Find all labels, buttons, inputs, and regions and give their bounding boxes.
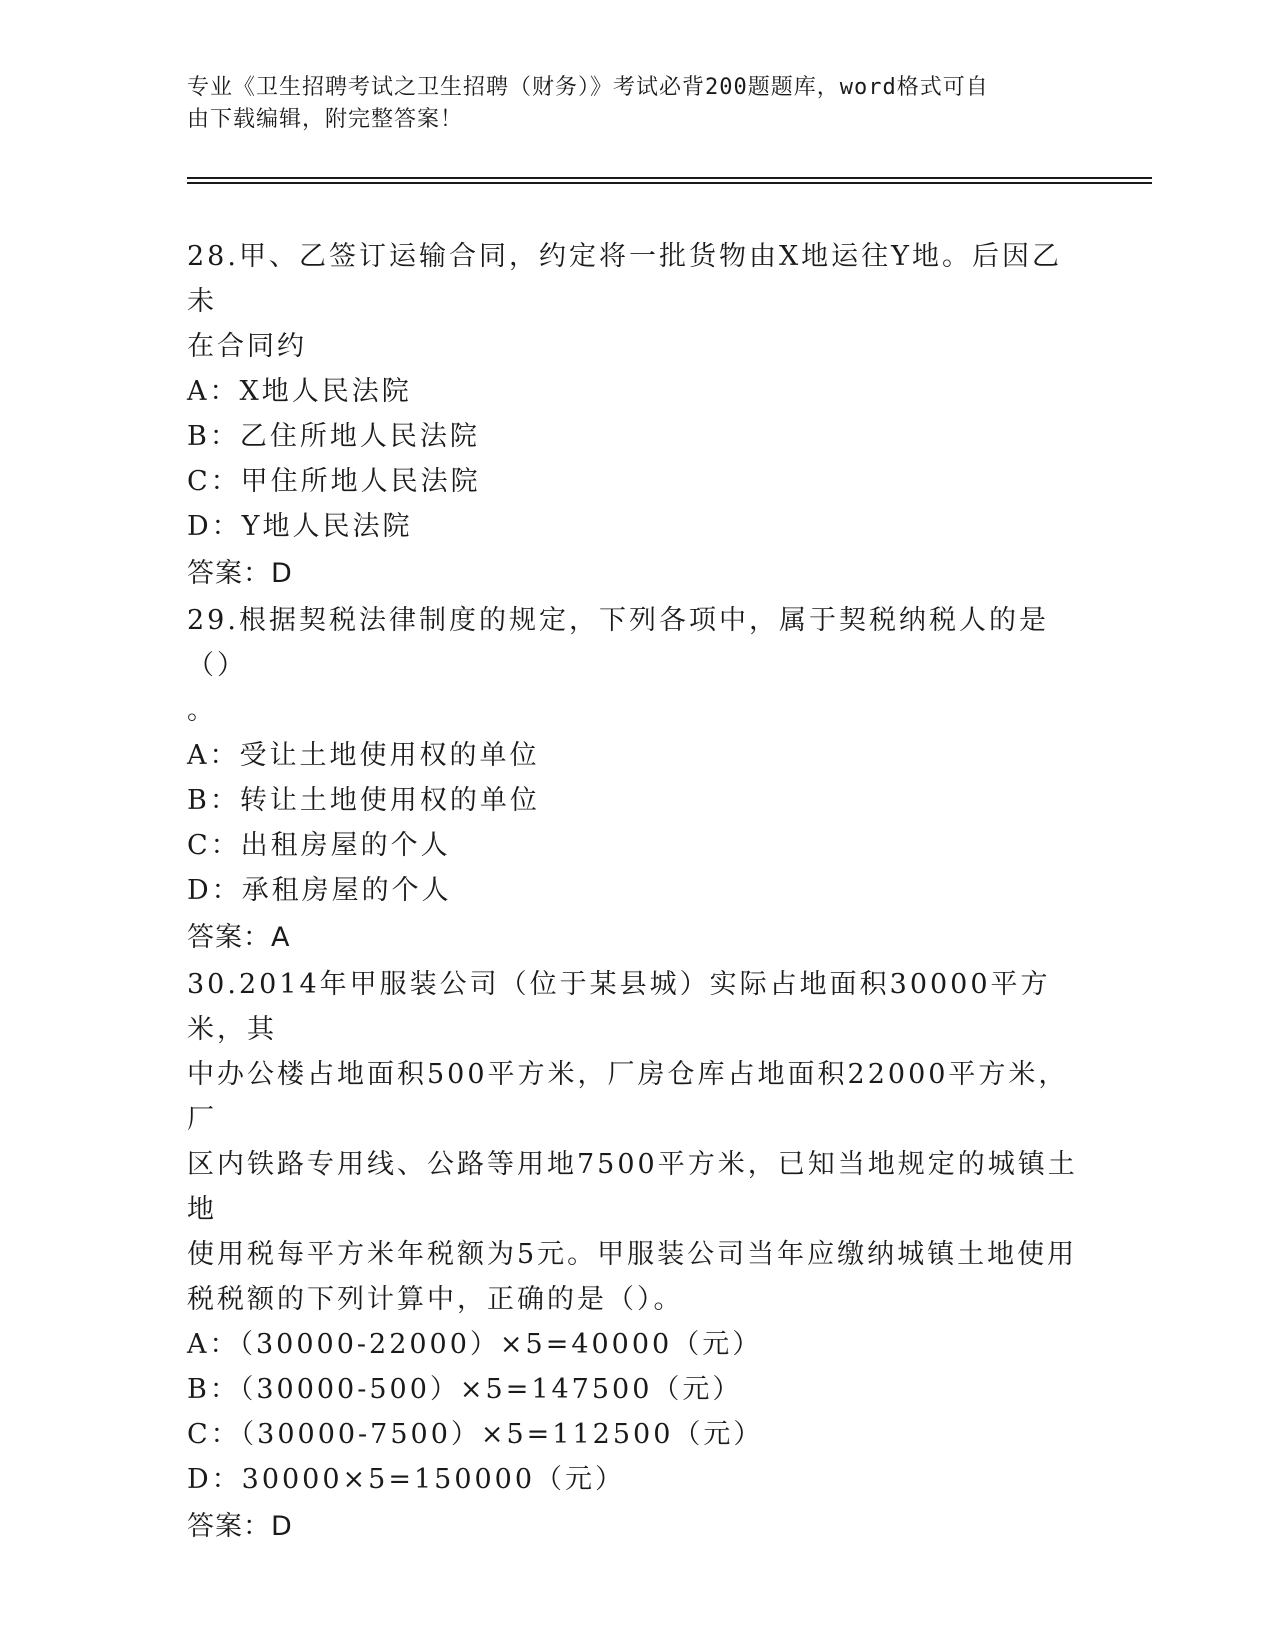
option-a: A：受让土地使用权的单位 — [187, 740, 540, 771]
header-divider-bottom — [187, 182, 1152, 184]
question-line: 税税额的下列计算中，正确的是（）。 — [187, 1284, 684, 1315]
question-text — [187, 962, 1087, 1322]
header-divider-top — [187, 177, 1152, 179]
option-d: D：Y地人民法院 — [187, 511, 413, 542]
option-a: A：X地人民法院 — [187, 376, 412, 407]
question-30 — [187, 962, 1087, 1549]
option-b: B：乙住所地人民法院 — [187, 421, 480, 452]
option-d: D：30000×5=150000（元） — [187, 1464, 626, 1495]
document-header — [187, 72, 1087, 136]
answer: 答案：D — [187, 558, 293, 589]
option-d: D：承租房屋的个人 — [187, 875, 452, 906]
question-line: 使用税每平方米年税额为5元。甲服装公司当年应缴纳城镇土地使用 — [187, 1239, 1078, 1270]
question-line: 30.2014年甲服装公司（位于某县城）实际占地面积30000平方米，其 — [187, 969, 1051, 1045]
answer: 答案：A — [187, 922, 291, 953]
option-c: C：出租房屋的个人 — [187, 830, 451, 861]
option-c: C：甲住所地人民法院 — [187, 466, 481, 497]
question-line: 。 — [187, 695, 217, 726]
option-b: B：转让土地使用权的单位 — [187, 785, 540, 816]
header-line-1: 专业《卫生招聘考试之卫生招聘（财务）》考试必背200题题库，word格式可自 — [187, 75, 989, 100]
header-line-2: 由下载编辑，附完整答案！ — [187, 107, 464, 132]
option-a: A：（30000-22000）×5=40000（元） — [187, 1329, 763, 1360]
question-line: 29.根据契税法律制度的规定，下列各项中，属于契税纳税人的是（） — [187, 605, 1049, 681]
question-line: 28.甲、乙签订运输合同，约定将一批货物由X地运往Y地。后因乙未 — [187, 241, 1062, 317]
question-line: 区内铁路专用线、公路等用地7500平方米，已知当地规定的城镇土地 — [187, 1149, 1078, 1225]
question-line: 在合同约 — [187, 331, 307, 362]
answer: 答案：D — [187, 1511, 293, 1542]
option-b: B：（30000-500）×5=147500（元） — [187, 1374, 743, 1405]
option-c: C：（30000-7500）×5=112500（元） — [187, 1419, 764, 1450]
question-text — [187, 598, 1087, 733]
question-text — [187, 234, 1087, 369]
question-line: 中办公楼占地面积500平方米，厂房仓库占地面积22000平方米，厂 — [187, 1059, 1069, 1135]
question-29 — [187, 598, 1087, 960]
question-28 — [187, 234, 1087, 596]
